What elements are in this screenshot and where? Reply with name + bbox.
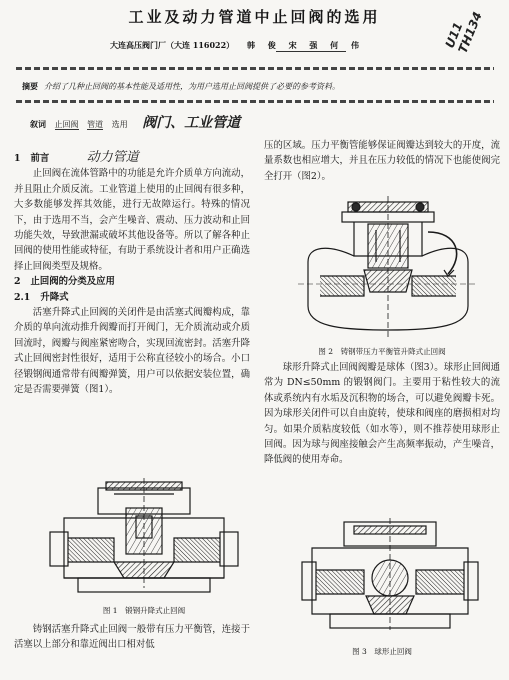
figure-3-ball-check-valve [300, 518, 480, 636]
author-name: 韩 [246, 40, 255, 50]
author-name: 俊 [267, 40, 276, 50]
header-divider [16, 67, 494, 70]
abstract [22, 80, 494, 93]
right-column-top [264, 138, 500, 184]
section-title: 升降式 [40, 291, 69, 303]
figure-1-caption: 图 1 锻钢升降式止回阀 [102, 606, 186, 615]
section-title: 止回阀的分类及应用 [30, 276, 115, 288]
figure-3-caption: 图 3 球形止回阀 [352, 647, 412, 656]
handwritten-note: 动力管道 [86, 150, 139, 165]
left-column [14, 150, 250, 398]
intro-paragraph: 止回阀在流体管路中的功能是允许介质单方向流动，并且阻止介质反流。工业管道上使用的止回阀有很多种，大多数能够发挥其效能，进行无故障运行。特殊的情况下，由于选用不当，会产生噪音、震动、压力波动和止回功能失效，导致泄漏或破坏其他设备等。所以了解各种止回阀的使用性能或特征，有助于系统设计者和用户正确选择止回阀类型及规格。 [14, 168, 250, 272]
author-line [110, 40, 369, 51]
figure-2-cast-steel-lift-check-valve [298, 196, 478, 342]
author-name: 伟 [350, 40, 359, 50]
figure-2-caption: 图 2 铸钢带压力平衡管升降式止回阀 [318, 347, 446, 356]
left-column-tail [14, 622, 250, 653]
author-organization: 大连高压阀门厂（大连 116022） [110, 40, 235, 50]
keyword: 选用 [111, 120, 128, 129]
abstract-label: 摘要 [22, 81, 38, 91]
ball-check-paragraph: 球形升降式止回阀阀瓣是球体（图3）。球形止回阀通常为 DN≤50mm 的锻钢阀门。主要用于粘性较大的流体或系统内有水垢及沉积物的场合，可以避免阀瓣卡死。因为球形关闭件可以自由旋转，使球和阀座的磨损相对均匀。如果介质粘度较低（如水等），则不推荐使用球形止回阀。因为球与阀座接触会产生高频率振动，产生噪音，降低阀的使用寿命。 [264, 362, 500, 466]
section-2-heading [14, 274, 250, 289]
right-column-ball [264, 360, 500, 468]
article-title: 工业及动力管道中止回阀的选用 [128, 8, 381, 26]
handwritten-corner-note: U11 TH134 [442, 9, 485, 56]
section-2-1-heading [14, 290, 250, 305]
section-title: 前言 [30, 153, 50, 164]
figure-1-forged-lift-check-valve [44, 478, 244, 600]
author-name: 何 [330, 40, 339, 50]
abstract-divider [16, 100, 494, 103]
handwritten-keywords: 阀门、工业管道 [142, 115, 241, 131]
keyword: 管道 [87, 120, 104, 129]
abstract-text: 介绍了几种止回阀的基本性能及适用性，为用户选用止回阀提供了必要的参考资料。 [44, 82, 340, 91]
section-number: 2.1 [14, 291, 31, 303]
section-number: 2 [14, 276, 21, 288]
keyword: 止回阀 [54, 120, 79, 129]
keywords [30, 112, 246, 132]
author-underline [276, 51, 346, 52]
continuation-paragraph: 压的区域。压力平衡管能够保证阀瓣达到较大的开度，流量系数也相应增大，并且在压力较低的情况下也能使阀完全打开（图2）。 [264, 140, 500, 182]
pressure-balance-paragraph: 铸钢活塞升降式止回阀一般带有压力平衡管，连接于活塞以上部分和靠近阀出口相对低 [14, 624, 250, 651]
keywords-label: 叙词 [30, 119, 46, 129]
author-name: 强 [309, 40, 318, 50]
section-1-heading [14, 150, 250, 166]
author-name: 宋 [288, 40, 297, 50]
section-number: 1 [14, 153, 21, 164]
lift-check-paragraph: 活塞升降式止回阀的关闭件是由活塞式阀瓣构成，靠介质的单向流动推升阀瓣而打开阀门，无介质流动或介质回流时，阀瓣与阀座紧密吻合，实现回流密封。活塞升降式止回阀密封性很好，适用于公称直径较小的场合。小口径锻钢阀通常带有阀瓣弹簧，用户可以依据安装位置，确定是否需要弹簧（图1）。 [14, 307, 250, 396]
